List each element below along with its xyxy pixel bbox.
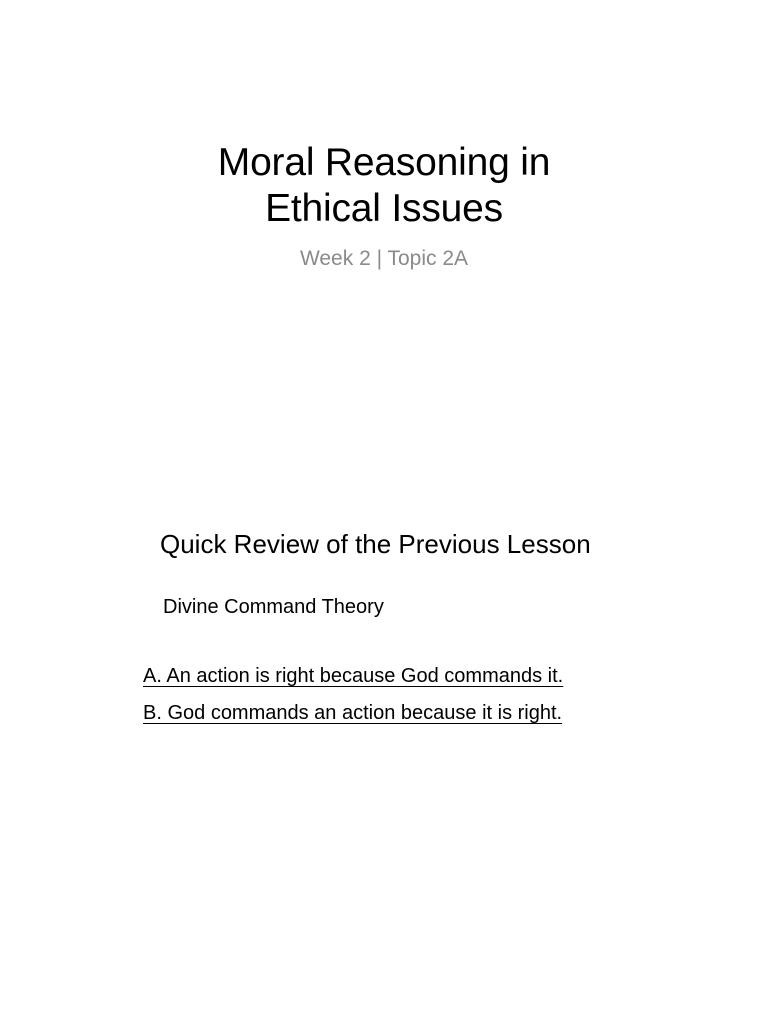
slide-title-line-1: Moral Reasoning in [217,141,551,184]
review-option-a: A. An action is right because God commands it. [143,665,564,687]
review-heading: Quick Review of the Previous Lesson [160,529,591,559]
title-slide [0,140,768,320]
review-option-b: B. God commands an action because it is right. [143,702,563,724]
slide-title-line-2: Ethical Issues [265,187,503,230]
slide-subtitle: Week 2 | Topic 2A [299,247,469,270]
review-topic: Divine Command Theory [163,596,384,618]
